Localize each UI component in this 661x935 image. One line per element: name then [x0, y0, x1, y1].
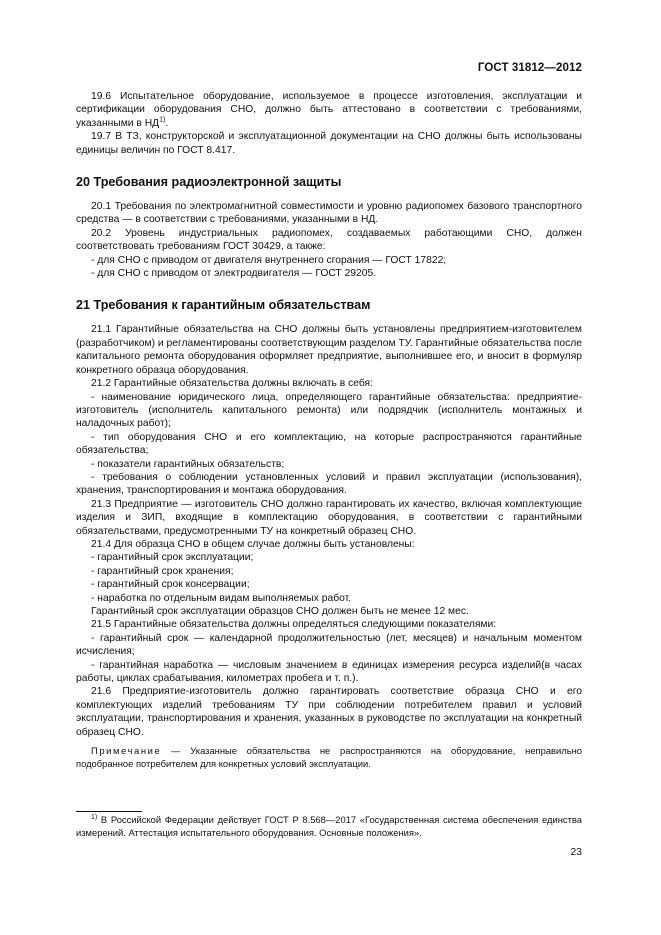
section-heading-21: 21 Требования к гарантийным обязательствам — [76, 298, 371, 313]
list-item: - гарантийный срок — календарной продолжительностью (лет, месяцев) и начальным моментом исчисления; — [76, 632, 582, 658]
paragraph-21-4: 21.4 Для образца СНО в общем случае должны быть установлены: — [91, 538, 415, 550]
list-item: - гарантийный срок хранения; — [91, 565, 234, 577]
note-text: — Указанные обязательства не распространяются на оборудование, неправильно подобранное потребителем для конкретных условий эксплуатации. — [76, 745, 582, 769]
page-number: 23 — [570, 846, 582, 858]
paragraph-19-6-text: 19.6 Испытательное оборудование, используемое в процессе изготовления, эксплуатации и сертификации оборудования СНО, должно быть аттестовано в соответствии с требованиями, указанными в НД — [76, 91, 582, 129]
footnote-ref: 1) — [159, 116, 166, 124]
list-item: - тип оборудования СНО и его комплектацию, на которые распространяются гарантийные обязательства; — [76, 431, 582, 457]
paragraph-21-6: 21.6 Предприятие-изготовитель должно гарантировать соответствие образца СНО и его комплектующих изделий требованиям ТУ при соблюдении потребителем правил и условий эксплуатации, транспортирования и хранения, указанных в руководстве по эксплуатации на конкретный образец СНО. — [76, 686, 582, 738]
list-item: - гарантийный срок консервации; — [91, 579, 250, 591]
warranty-period-statement: Гарантийный срок эксплуатации образцов СНО должен быть не менее 12 мес. — [91, 606, 469, 617]
list-item: - для СНО с приводом от двигателя внутреннего сгорания — ГОСТ 17822; — [91, 254, 447, 266]
list-item: - показатели гарантийных обязательств; — [91, 458, 285, 470]
list-item: - для СНО с приводом от электродвигателя — ГОСТ 29205. — [91, 268, 377, 280]
list-item: - требования о соблюдении установленных условий и правил эксплуатации (использования), хранения, транспортирования и монтажа оборудования. — [76, 471, 582, 497]
footnote-text: В Российской Федерации действует ГОСТ Р 8.568—2017 «Государственная система обеспечения единства измерений. Аттестация испытательного оборудования. Основные положения». — [76, 814, 582, 838]
note — [76, 745, 582, 770]
page-content — [76, 90, 582, 770]
paragraph-19-6 — [76, 90, 582, 130]
document-code: ГОСТ 31812—2012 — [477, 62, 582, 74]
footnote — [76, 814, 582, 839]
list-item: - гарантийный срок эксплуатации; — [91, 552, 254, 564]
paragraph-21-3: 21.3 Предприятие — изготовитель СНО должно гарантировать их качество, включая комплектующие изделия и ЗИП, входящие в комплектацию оборудования, в соответствии с гарантийными обязательствами, предусмотренными ТУ на конкретный образец СНО. — [76, 498, 582, 537]
list-item: - наработка по отдельным видам выполняемых работ. — [91, 592, 352, 604]
footnote-mark: 1) — [91, 813, 98, 821]
section-heading-20: 20 Требования радиоэлектронной защиты — [76, 175, 342, 190]
paragraph-19-6-end: . — [165, 117, 169, 129]
list-item: - наименование юридического лица, определяющего гарантийные обязательства: предприятие-изготовитель (исполнитель капитального ремонта) или подрядчик (исполнитель монтажных и наладочных работ); — [76, 391, 582, 430]
paragraph-21-1: 21.1 Гарантийные обязательства на СНО должны быть установлены предприятием-изготовителем (разработчиком) и регламентированы соответствующим разделом ТУ. Гарантийные обязательства после капитального ремонта оборудования оформляет предприятие, выполнившее его, и вносит в формуляр конкретного образца оборудования. — [76, 324, 582, 376]
paragraph-20-2: 20.2 Уровень индустриальных радиопомех, создаваемых работающими СНО, должен соответствовать требованиям ГОСТ 30429, а также: — [76, 227, 582, 253]
note-label: Примечание — [91, 745, 162, 757]
paragraph-20-1: 20.1 Требования по электромагнитной совместимости и уровню радиопомех базового транспортного средства — в соответствии с требованиями, указанными в НД. — [76, 201, 582, 226]
paragraph-21-5: 21.5 Гарантийные обязательства должны определяться следующими показателями: — [91, 619, 497, 631]
paragraph-19-7: 19.7 В ТЗ, конструкторской и эксплуатационной документации на СНО должны быть использованы единицы величин по ГОСТ 8.417. — [76, 131, 582, 156]
list-item: - гарантийная наработка — числовым значением в единицах измерения ресурса изделий(в часах работы, циклах срабатывания, километрах пробега и т. п.). — [76, 659, 582, 685]
footnote-divider — [76, 811, 142, 812]
paragraph-21-2: 21.2 Гарантийные обязательства должны включать в себя: — [91, 378, 373, 390]
